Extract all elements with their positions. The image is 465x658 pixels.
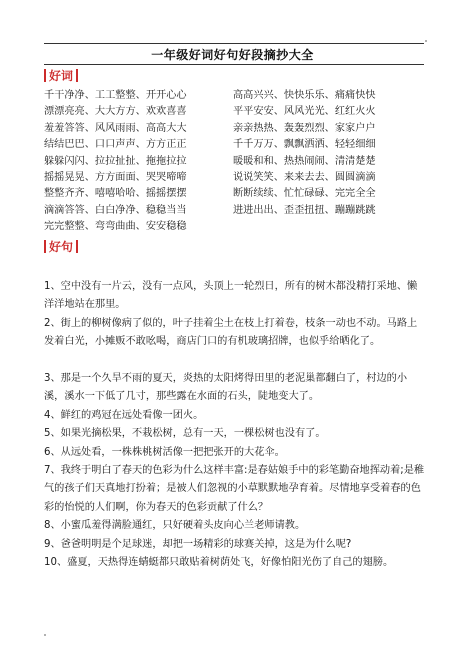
word-row: 断断续续、忙忙碌碌、完完全全 <box>233 188 376 200</box>
page-title: 一年级好词好句好段摘抄大全 <box>151 48 314 62</box>
word-row: 说说笑笑、来来去去、圆圆滴滴 <box>233 171 376 183</box>
word-row: 暖暖和和、热热闹闹、清清楚楚 <box>233 155 376 167</box>
sentence-item: 8、小蜜瓜羞得满脸通红，只好硬着头皮向心兰老师请教。 <box>44 520 306 532</box>
word-row: 滴滴答答、白白净净、稳稳当当 <box>44 204 187 216</box>
sentence-item: 3、那是一个久旱不雨的夏天，炎热的太阳烤得田里的老泥巢都翻白了，村边的小溪，溪水一下低了几寸，那些露在水面的石头，陡地变大了。 <box>44 373 408 403</box>
sentence-item: 10、盛夏，天热得连蜻蜓都只敢贴着树荫处飞，好像怕阳光伤了自己的翅膀。 <box>44 557 394 569</box>
sentence-item: 6、从远处看，一株株桃树活像一把把张开的大花伞。 <box>44 446 285 458</box>
sentence-item: 2、街上的柳树像病了似的，叶子挂着尘土在枝上打着卷，枝条一动也不动。马路上发着白光，小摊贩不敢吆喝，商店门口的有机玻璃招牌，也似乎给晒化了。 <box>44 317 418 348</box>
corner-mark <box>44 634 46 636</box>
word-row: 结结巴巴、口口声声、方方正正 <box>44 139 187 151</box>
section-marker-right <box>76 240 78 253</box>
section-marker-right <box>76 69 78 82</box>
word-row: 平平安安、风风光光、红红火火 <box>233 106 376 118</box>
sentences-section-label <box>44 240 78 255</box>
word-row: 千干净净、工工整整、开开心心 <box>44 90 187 101</box>
word-row: 高高兴兴、快快乐乐、痛痛快快 <box>233 90 376 101</box>
words-left-column <box>44 88 187 236</box>
sentence-item: 1、空中没有一片云，没有一点风，头顶上一轮烈日，所有的树木都没精打采地、懒洋洋地站在那里。 <box>44 281 418 311</box>
words-section-label <box>44 69 78 84</box>
words-right-column <box>233 88 376 219</box>
word-row: 千千万万、飘飘洒洒、轻轻细细 <box>233 139 376 151</box>
sentence-item: 5、如果光摘松果，不栽松树，总有一天，一棵松树也没有了。 <box>44 428 326 440</box>
word-row: 进进出出、歪歪扭扭、蹦蹦跳跳 <box>233 204 376 216</box>
sentence-item: 9、爸爸明明是个足球迷，却把一场精彩的球赛关掉，这是为什么呢? <box>44 538 352 550</box>
word-row: 亲亲热热、轰轰烈烈、家家户户 <box>233 122 376 134</box>
word-row: 摇摇晃晃、方方面面、哭哭啼啼 <box>44 171 187 183</box>
word-row: 完完整整、弯弯曲曲、安安稳稳 <box>44 221 187 233</box>
word-row: 漂漂亮亮、大大方方、欢欢喜喜 <box>44 106 187 118</box>
sentence-list <box>44 278 426 572</box>
words-section-text: 好词 <box>49 69 74 83</box>
word-row: 整整齐齐、嘻嘻哈哈、摇摇摆摆 <box>44 188 187 200</box>
title-bottom-rule <box>44 64 424 65</box>
sentences-section-text: 好句 <box>49 240 74 254</box>
word-row: 躲躲闪闪、拉拉扯扯、拖拖拉拉 <box>44 155 187 167</box>
sentence-item: 7、我终于明白了春天的色彩为什么这样丰富:是春姑娘手中的彩笔勤奋地挥动着;是稚气的孩子们天真地打扮着；是被人们忽视的小草默默地孕育着。尽情地享受着春的色彩的怡悦的人们啊，你为春天的色彩贡献了什么？ <box>44 465 425 513</box>
section-marker-left <box>44 69 46 82</box>
section-marker-left <box>44 240 46 253</box>
sentence-item: 4、鲜红的鸡冠在远处看像一团火。 <box>44 409 204 421</box>
corner-mark <box>425 40 427 42</box>
word-row: 羞羞答答、风风雨雨、高高大大 <box>44 122 187 134</box>
title-top-rule <box>44 43 424 44</box>
